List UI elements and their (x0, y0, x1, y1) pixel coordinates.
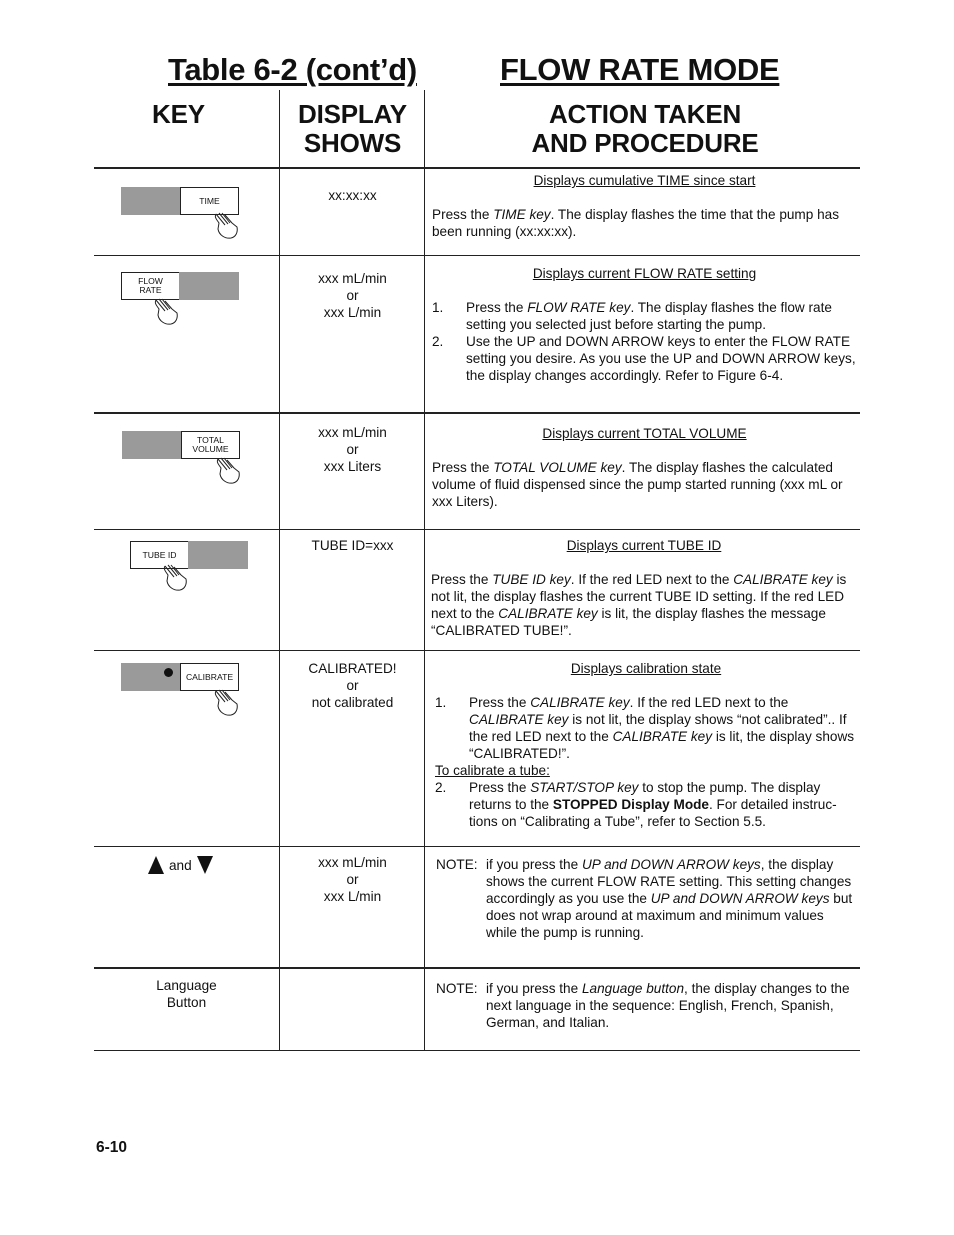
display-total-volume (280, 424, 425, 475)
display-line: or (346, 872, 359, 887)
action-arrows (425, 856, 861, 941)
row-divider (94, 412, 860, 414)
table-bottom-rule (94, 1050, 860, 1051)
action-tube-id (425, 537, 861, 639)
calibrate-key (121, 663, 239, 691)
subheading: To calibrate a tube: (435, 763, 550, 778)
tube-id-key-label: TUBE ID (130, 541, 189, 569)
up-arrow-icon (148, 856, 164, 874)
row-divider (94, 650, 860, 651)
action-body: Press the TUBE ID key. If the red LED next to the CALIBRATE key is not lit, the display flashes the current TUBE ID setting. If the red LED next to the CALIBRATE key is lit, the display flashes the message “CALIBRATED TUBE!”. (431, 572, 847, 638)
header-display (280, 100, 425, 158)
pointing-hand-icon (215, 456, 241, 486)
display-line: or (346, 678, 359, 693)
list-item: 1. Press the CALIBRATE key. If the red LED next to the CALIBRATE key is not lit, the display shows “not calibrated”.. If the red LED next to the CALIBRATE key is lit, the display shows “CALIBRATED!”. (435, 695, 855, 761)
total-volume-key-label: TOTAL VOLUME (181, 431, 240, 459)
display-line: xx:xx:xx (328, 188, 377, 203)
pointing-hand-icon (213, 688, 239, 718)
display-line: xxx mL/min (318, 271, 387, 286)
header-action-line2: AND PROCEDURE (531, 128, 759, 158)
header-key: KEY (152, 99, 205, 129)
header-display-line2: SHOWS (303, 128, 402, 158)
display-tube-id (280, 537, 425, 554)
row-divider (94, 529, 860, 530)
display-arrows (280, 854, 425, 905)
flow-rate-key-label: FLOW RATE (121, 272, 180, 300)
language-button-key (94, 977, 279, 1011)
note: NOTE: if you press the Language button, the display changes to the next language in the sequence: English, French, Spanish, German, and Italian. (436, 981, 850, 1030)
tube-id-key (130, 541, 248, 569)
note-label: NOTE: (436, 981, 478, 996)
action-language (425, 980, 861, 1031)
display-line: xxx mL/min (318, 855, 387, 870)
arrow-keys (148, 856, 213, 874)
display-line: xxx Liters (323, 459, 382, 474)
down-arrow-icon (197, 856, 213, 874)
display-line: xxx L/min (323, 889, 382, 904)
display-line: or (346, 442, 359, 457)
mode-title: FLOW RATE MODE (500, 52, 780, 87)
key-line: Language (156, 978, 217, 993)
display-line: xxx mL/min (318, 425, 387, 440)
header-action (425, 100, 865, 158)
row-divider (94, 255, 860, 256)
header-rule (94, 167, 860, 169)
action-title: Displays cumulative TIME since start (533, 173, 756, 188)
display-line: CALIBRATED! (308, 661, 397, 676)
note: NOTE: if you press the UP and DOWN ARROW keys, the display shows the current FLOW RATE setting. This setting changes accordingly as you use the UP and DOWN ARROW keys but does not wrap around at maximum and minimum values while the pump is running. (436, 857, 853, 940)
list-item: 2. Use the UP and DOWN ARROW keys to enter the FLOW RATE setting you desire. As you use the UP and DOWN ARROW keys, the display changes accordingly. Refer to Figure 6-4. (432, 334, 856, 383)
action-title: Displays current TUBE ID (566, 538, 722, 553)
header-display-line1: DISPLAY (298, 99, 407, 129)
action-time (425, 172, 861, 240)
column-divider (279, 90, 280, 1051)
note-label: NOTE: (436, 857, 478, 872)
display-line: not calibrated (311, 695, 394, 710)
action-title: Displays current TOTAL VOLUME (542, 426, 747, 441)
pointing-hand-icon (213, 211, 239, 241)
display-line: or (346, 288, 359, 303)
display-flow-rate (280, 270, 425, 321)
action-calibrate (425, 660, 861, 830)
action-body: Press the TIME key. The display flashes the time that the pump has been running (xx:xx:xx). (432, 207, 840, 239)
row-divider (94, 967, 860, 969)
display-time (280, 187, 425, 204)
action-body: Press the TOTAL VOLUME key. The display flashes the calculated volume of fluid dispensed since the pump started running (xxx mL or xxx Liters). (432, 460, 843, 509)
header-action-line1: ACTION TAKEN (548, 99, 742, 129)
table-title: Table 6-2 (cont’d) (168, 52, 417, 87)
time-key-label: TIME (180, 187, 239, 215)
key-line: Button (166, 995, 207, 1010)
page-number: 6-10 (96, 1139, 128, 1156)
display-line: TUBE ID=xxx (311, 538, 394, 553)
list-item: 1. Press the FLOW RATE key. The display flashes the flow rate setting you selected just before starting the pump. (432, 300, 832, 332)
pointing-hand-icon (153, 297, 179, 327)
action-flow-rate (425, 265, 861, 384)
list-item: 2. Press the START/STOP key to stop the pump. The display returns to the STOPPED Display Mode. For detailed instruc-tions on “Calibrating a Tube”, refer to Section 5.5. (435, 780, 837, 829)
and-label: and (169, 857, 192, 873)
action-title: Displays calibration state (570, 661, 722, 676)
flow-rate-key (121, 272, 239, 300)
display-line: xxx L/min (323, 305, 382, 320)
display-calibrate (280, 660, 425, 711)
calibrate-key-label: CALIBRATE (180, 663, 239, 691)
row-divider (94, 846, 860, 847)
pointing-hand-icon (162, 563, 188, 593)
action-total-volume (425, 425, 861, 510)
total-volume-key (122, 431, 240, 459)
action-title: Displays current FLOW RATE setting (532, 266, 757, 281)
led-indicator-icon (164, 668, 173, 677)
